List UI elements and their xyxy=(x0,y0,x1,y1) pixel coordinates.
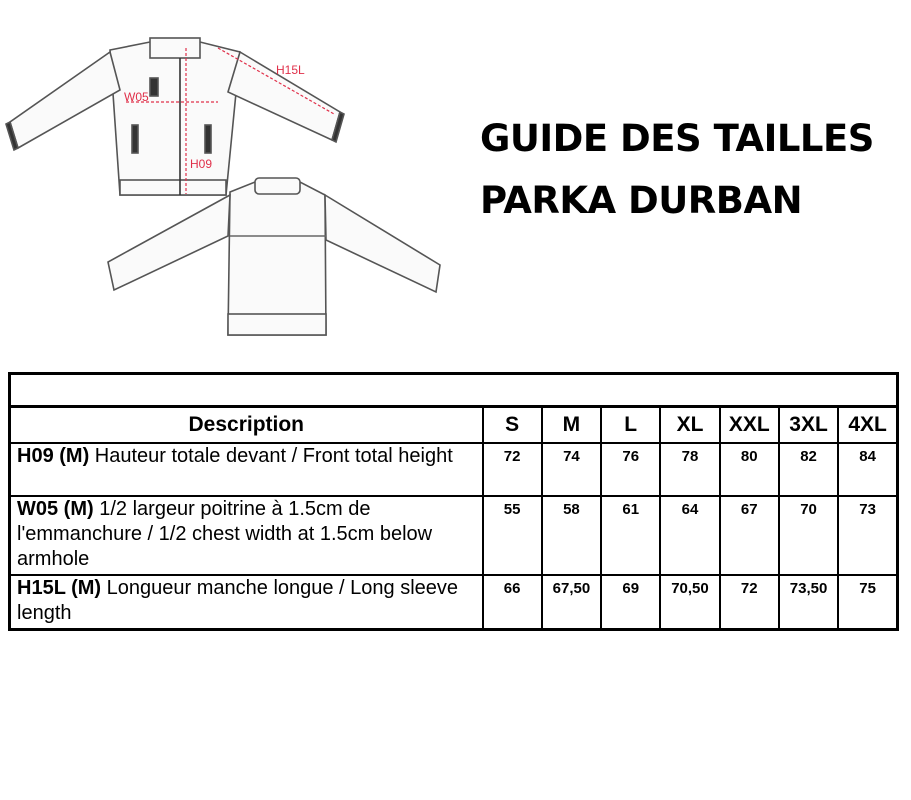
table-cell: 69 xyxy=(601,575,660,629)
measure-text: Longueur manche longue / Long sleeve length xyxy=(17,577,459,624)
title-line-1: GUIDE DES TAILLES xyxy=(480,117,874,160)
table-header-row xyxy=(10,407,898,444)
table-cell: 61 xyxy=(601,496,660,575)
label-h09: H09 xyxy=(190,157,213,171)
measure-code: H09 (M) xyxy=(17,445,90,467)
front-left-sleeve xyxy=(10,52,120,148)
label-h15l: H15L xyxy=(276,63,305,77)
header-size-xxl: XXL xyxy=(720,407,779,444)
measure-text: 1/2 largeur poitrine à 1.5cm de l'emmanchure / 1/2 chest width at 1.5cm below armhole xyxy=(17,498,433,570)
table-row xyxy=(10,496,898,575)
back-hem xyxy=(228,314,326,335)
row-description xyxy=(10,443,483,496)
table-cell: 78 xyxy=(660,443,719,496)
label-w05: W05 xyxy=(124,90,149,104)
table-cell: 84 xyxy=(838,443,897,496)
back-collar xyxy=(255,178,300,194)
row-description xyxy=(10,575,483,629)
jacket-technical-drawing xyxy=(0,30,460,350)
header-size-m: M xyxy=(542,407,601,444)
front-collar xyxy=(150,38,200,58)
header-size-l: L xyxy=(601,407,660,444)
header-size-xl: XL xyxy=(660,407,719,444)
table-cell: 55 xyxy=(483,496,542,575)
table-cell: 70 xyxy=(779,496,838,575)
front-body xyxy=(110,42,240,195)
table-cell: 72 xyxy=(720,575,779,629)
table-cell: 80 xyxy=(720,443,779,496)
header-size-4xl: 4XL xyxy=(838,407,897,444)
table-cell: 67,50 xyxy=(542,575,601,629)
table-cell: 73,50 xyxy=(779,575,838,629)
title-line-2: PARKA DURBAN xyxy=(480,179,803,222)
measure-code: W05 (M) xyxy=(17,498,94,520)
back-right-sleeve xyxy=(325,195,440,292)
table-cell: 66 xyxy=(483,575,542,629)
table-cell: 58 xyxy=(542,496,601,575)
table-cell: 73 xyxy=(838,496,897,575)
size-chart-table xyxy=(8,372,899,631)
table-cell: 75 xyxy=(838,575,897,629)
blank-header-row xyxy=(10,374,898,407)
table-row xyxy=(10,575,898,629)
back-body xyxy=(228,182,326,335)
table-cell: 74 xyxy=(542,443,601,496)
front-jacket-view xyxy=(6,38,344,195)
table-cell: 72 xyxy=(483,443,542,496)
front-hem xyxy=(120,180,226,195)
table-cell: 76 xyxy=(601,443,660,496)
table-cell: 82 xyxy=(779,443,838,496)
measure-text: Hauteur totale devant / Front total height xyxy=(89,445,453,467)
measure-code: H15L (M) xyxy=(17,577,102,599)
header-description: Description xyxy=(10,407,483,444)
row-description xyxy=(10,496,483,575)
back-left-sleeve xyxy=(108,195,230,290)
table-cell: 64 xyxy=(660,496,719,575)
table-cell: 67 xyxy=(720,496,779,575)
table-cell: 70,50 xyxy=(660,575,719,629)
table-row xyxy=(10,443,898,496)
header-size-3xl: 3XL xyxy=(779,407,838,444)
back-jacket-view xyxy=(108,178,440,335)
header-size-s: S xyxy=(483,407,542,444)
page-title xyxy=(480,108,874,232)
